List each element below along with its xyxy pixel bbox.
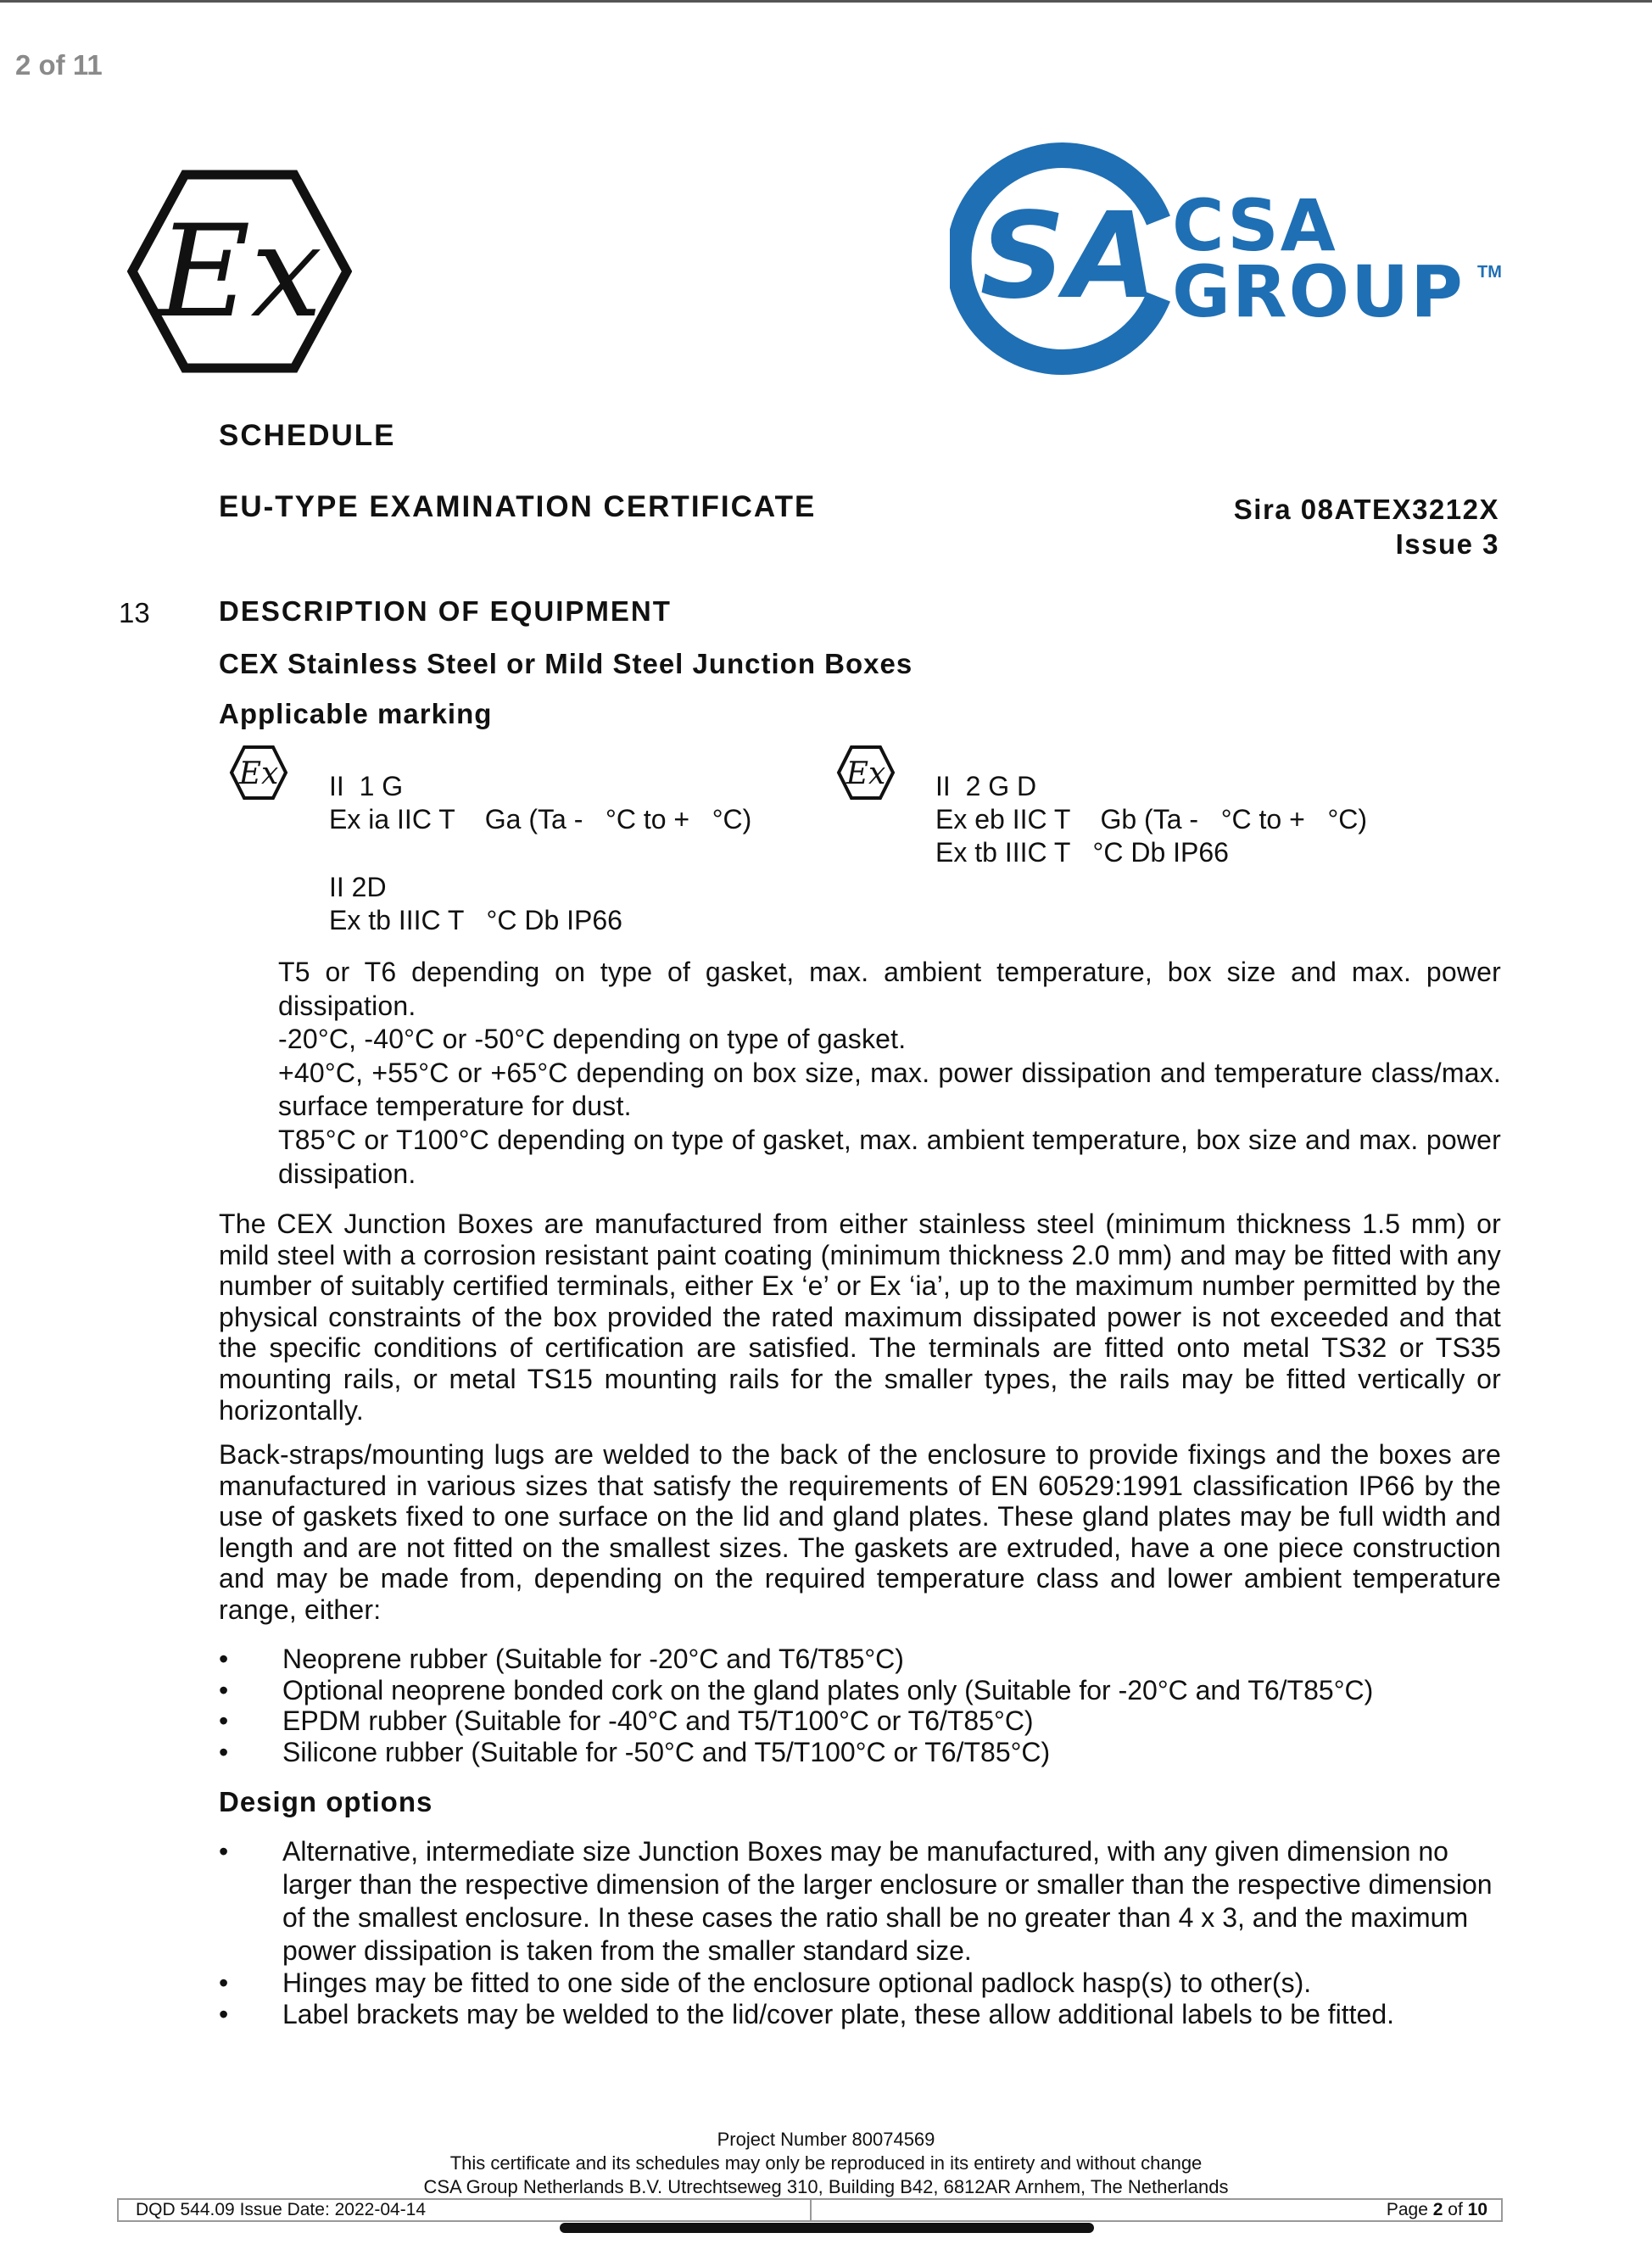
csa-name-line2: GROUP <box>1172 250 1465 333</box>
ex-logo-text: Ex <box>157 198 323 346</box>
csa-name-line1: CSA <box>1172 184 1337 267</box>
ex-marking-icon <box>836 745 896 801</box>
svg-text:Ex: Ex <box>846 756 886 791</box>
marking-left-gas: Ex ia IIC T Ga (Ta - °C to + °C) <box>329 804 752 835</box>
equipment-name: CEX Stainless Steel or Mild Steel Junction Boxes <box>219 648 913 679</box>
marking-left-dust-group: II 2D <box>329 872 387 902</box>
footer-project-number: Project Number 80074569 <box>717 2129 935 2150</box>
ex-marking-icon <box>229 745 288 801</box>
schedule-heading: SCHEDULE <box>219 419 396 452</box>
marking-notes <box>278 956 1501 1191</box>
note-surface-temperature: T85°C or T100°C depending on type of gasket, max. ambient temperature, box size and max. power dissipation. <box>278 1124 1501 1189</box>
page-counter: 2 of 11 <box>15 49 103 81</box>
gasket-list <box>219 1644 1501 1767</box>
note-temperature-class: T5 or T6 depending on type of gasket, max. ambient temperature, box size and max. power dissipation. <box>278 957 1501 1021</box>
marking-right-gas: Ex eb IIC T Gb (Ta - °C to + °C) <box>935 804 1367 835</box>
list-item: • Silicone rubber (Suitable for -50°C and T5/T100°C or T6/T85°C) <box>219 1737 1501 1768</box>
trademark-label: TM <box>1477 263 1502 282</box>
marking-right-dust: Ex tb IIIC T °C Db IP66 <box>935 837 1229 868</box>
note-min-ambient: -20°C, -40°C or -50°C depending on type of gasket. <box>278 1024 907 1055</box>
marking-left-dust: Ex tb IIIC T °C Db IP66 <box>329 905 622 935</box>
svg-text:Ex: Ex <box>238 756 279 791</box>
paragraph-construction: The CEX Junction Boxes are manufactured from either stainless steel (minimum thickness 1.5 mm) or mild steel with a corrosion resistant paint coating (minimum thickness 2.0 mm) and may be fitted with any number of suitably certified terminals, either Ex ‘e’ or Ex ‘ia’, up to the maximum number permitted by the physical constraints of the box provided the rated maximum dissipated power is not exceeded and that the specific conditions of certification are satisfied. The terminals are fitted onto metal TS32 or TS35 mounting rails, or metal TS15 mounting rails for the smaller types, the rails may be fitted vertically or horizontally. <box>219 1209 1501 1426</box>
footer-bar <box>117 2198 1503 2222</box>
design-options-heading: Design options <box>219 1786 433 1817</box>
csa-roundel-text: SA <box>979 187 1158 326</box>
list-item: • EPDM rubber (Suitable for -40°C and T5/T100°C or T6/T85°C) <box>219 1705 1501 1737</box>
marking-left-group: II 1 G <box>329 771 404 801</box>
design-options-list <box>219 1835 1501 2030</box>
ex-hexagon-logo <box>127 170 352 373</box>
paragraph-gaskets: Back-straps/mounting lugs are welded to the back of the enclosure to provide fixings and the boxes are manufactured in various sizes that satisfy the requirements of EN 60529:1991 classification IP66 by the use of gaskets fixed to one surface on the lid and gland plates. These gland plates may be full width and length and are not fitted on the smallest sizes. The gaskets are extruded, have a one piece construction and may be made from, depending on the required temperature class and lower ambient temperature range, either: <box>219 1439 1501 1625</box>
list-item: • Label brackets may be welded to the lid/cover plate, these allow additional labels to be fitted. <box>219 1999 1501 2030</box>
footer-reproduction-notice: This certificate and its schedules may only be reproduced in its entirety and without change <box>449 2152 1203 2174</box>
csa-group-logo <box>950 140 1501 377</box>
top-divider <box>0 0 1652 3</box>
home-indicator[interactable] <box>560 2223 1094 2233</box>
certificate-number: Sira 08ATEX3212X <box>1233 494 1499 525</box>
marking-heading: Applicable marking <box>219 698 493 729</box>
section-number: 13 <box>119 597 150 628</box>
issue-number: Issue 3 <box>1395 528 1499 560</box>
footer-address: CSA Group Netherlands B.V. Utrechtseweg 310, Building B42, 6812AR Arnhem, The Netherlands <box>423 2176 1229 2197</box>
footer-doc-ref: DQD 544.09 Issue Date: 2022-04-14 <box>136 2200 427 2219</box>
list-item: • Hinges may be fitted to one side of the enclosure optional padlock hasp(s) to other(s). <box>219 1968 1501 1999</box>
csa-roundel-icon <box>950 140 1170 377</box>
footer-page-number: Page 2 of 10 <box>1386 2200 1487 2219</box>
certificate-title: EU-TYPE EXAMINATION CERTIFICATE <box>219 490 817 523</box>
list-item: • Optional neoprene bonded cork on the gland plates only (Suitable for -20°C and T6/T85°C) <box>219 1675 1501 1706</box>
list-item: • Alternative, intermediate size Junction Boxes may be manufactured, with any given dimension no larger than the respective dimension of the larger enclosure or smaller than the respective dimension of the smallest enclosure. In these cases the ratio shall be no greater than 4 x 3, and the maximum power dissipation is taken from the smaller standard size. <box>219 1835 1501 1968</box>
section-title: DESCRIPTION OF EQUIPMENT <box>219 595 672 627</box>
list-item: • Neoprene rubber (Suitable for -20°C and T6/T85°C) <box>219 1644 1501 1675</box>
marking-right-group: II 2 G D <box>935 771 1037 801</box>
note-max-ambient: +40°C, +55°C or +65°C depending on box size, max. power dissipation and temperature class/max. surface temperature for dust. <box>278 1057 1501 1122</box>
